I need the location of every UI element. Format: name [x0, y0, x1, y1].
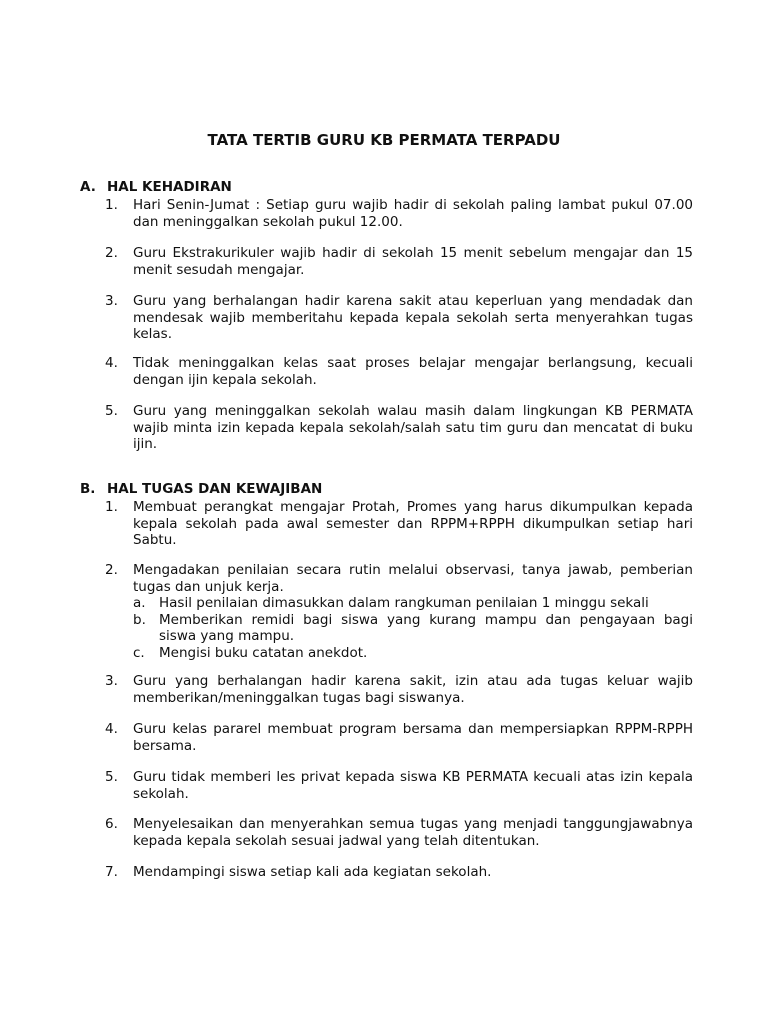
rule-number: 3. [105, 673, 118, 689]
rule-number: 7. [105, 864, 118, 880]
rule-text: Menyelesaikan dan menyerahkan semua tugas yang menjadi tanggungjawabnya kepada kepala sekolah sesuai jadwal yang telah ditentukan. [133, 816, 693, 849]
rule-item [105, 562, 693, 661]
rule-item [105, 197, 693, 230]
sub-item-label: b. [133, 611, 146, 628]
section-letter: A. [80, 179, 96, 195]
rule-text: Mengadakan penilaian secara rutin melalui observasi, tanya jawab, pemberian tugas dan unjuk kerja. [133, 562, 693, 595]
rule-text: Tidak meninggalkan kelas saat proses belajar mengajar berlangsung, kecuali dengan ijin kepala sekolah. [133, 355, 693, 388]
rule-item [105, 403, 693, 453]
rule-item [105, 816, 693, 849]
rule-text: Guru Ekstrakurikuler wajib hadir di sekolah 15 menit sebelum mengajar dan 15 menit sesudah mengajar. [133, 245, 693, 278]
sub-item-label: a. [133, 595, 146, 611]
rule-item [105, 769, 693, 802]
rule-text: Mendampingi siswa setiap kali ada kegiatan sekolah. [133, 864, 492, 880]
rule-item [105, 245, 693, 278]
rule-number: 5. [105, 769, 118, 785]
sub-item-text: Memberikan remidi bagi siswa yang kurang mampu dan pengayaan bagi siswa yang mampu. [159, 611, 693, 644]
rule-number: 4. [105, 355, 118, 371]
rule-item [105, 721, 693, 754]
rule-text: Guru tidak memberi les privat kepada siswa KB PERMATA kecuali atas izin kepala sekolah. [133, 769, 693, 802]
sub-item-label: c. [133, 644, 145, 661]
document-title: TATA TERTIB GURU KB PERMATA TERPADU [207, 131, 561, 149]
sub-item-text: Mengisi buku catatan anekdot. [159, 644, 368, 661]
rule-number: 5. [105, 403, 118, 419]
rule-item [105, 293, 693, 343]
sub-item [133, 612, 693, 645]
rule-number: 1. [105, 197, 118, 213]
rule-item [105, 499, 693, 549]
section-title: HAL KEHADIRAN [107, 179, 232, 195]
rule-number: 2. [105, 245, 118, 261]
rule-text: Guru yang berhalangan hadir karena sakit, izin atau ada tugas keluar wajib memberikan/meninggalkan tugas bagi siswanya. [133, 673, 693, 706]
sub-item [133, 595, 693, 612]
rule-number: 1. [105, 499, 118, 515]
section-heading [80, 179, 232, 195]
rule-text: Membuat perangkat mengajar Protah, Promes yang harus dikumpulkan kepada kepala sekolah pada awal semester dan RPPM+RPPH dikumpulkan setiap hari Sabtu. [133, 499, 693, 548]
rule-item [105, 355, 693, 388]
rule-number: 2. [105, 562, 118, 578]
section-title: HAL TUGAS DAN KEWAJIBAN [107, 481, 323, 497]
sub-item [133, 645, 693, 662]
sub-item-text: Hasil penilaian dimasukkan dalam rangkuman penilaian 1 minggu sekali [159, 595, 649, 611]
rule-text: Hari Senin-Jumat : Setiap guru wajib hadir di sekolah paling lambat pukul 07.00 dan meninggalkan sekolah pukul 12.00. [133, 197, 693, 230]
rule-number: 4. [105, 721, 118, 737]
rule-number: 3. [105, 293, 118, 309]
rule-text: Guru kelas pararel membuat program bersama dan mempersiapkan RPPM-RPPH bersama. [133, 721, 693, 754]
rule-text: Guru yang berhalangan hadir karena sakit atau keperluan yang mendadak dan mendesak wajib memberitahu kepada kepala sekolah serta menyerahkan tugas kelas. [133, 293, 693, 342]
rule-text: Guru yang meninggalkan sekolah walau masih dalam lingkungan KB PERMATA wajib minta izin kepada kepala sekolah/salah satu tim guru dan mencatat di buku ijin. [133, 403, 693, 452]
section-letter: B. [80, 481, 96, 497]
section-heading [80, 481, 322, 497]
rule-number: 6. [105, 816, 118, 832]
rule-item [105, 864, 693, 881]
rule-item [105, 673, 693, 706]
